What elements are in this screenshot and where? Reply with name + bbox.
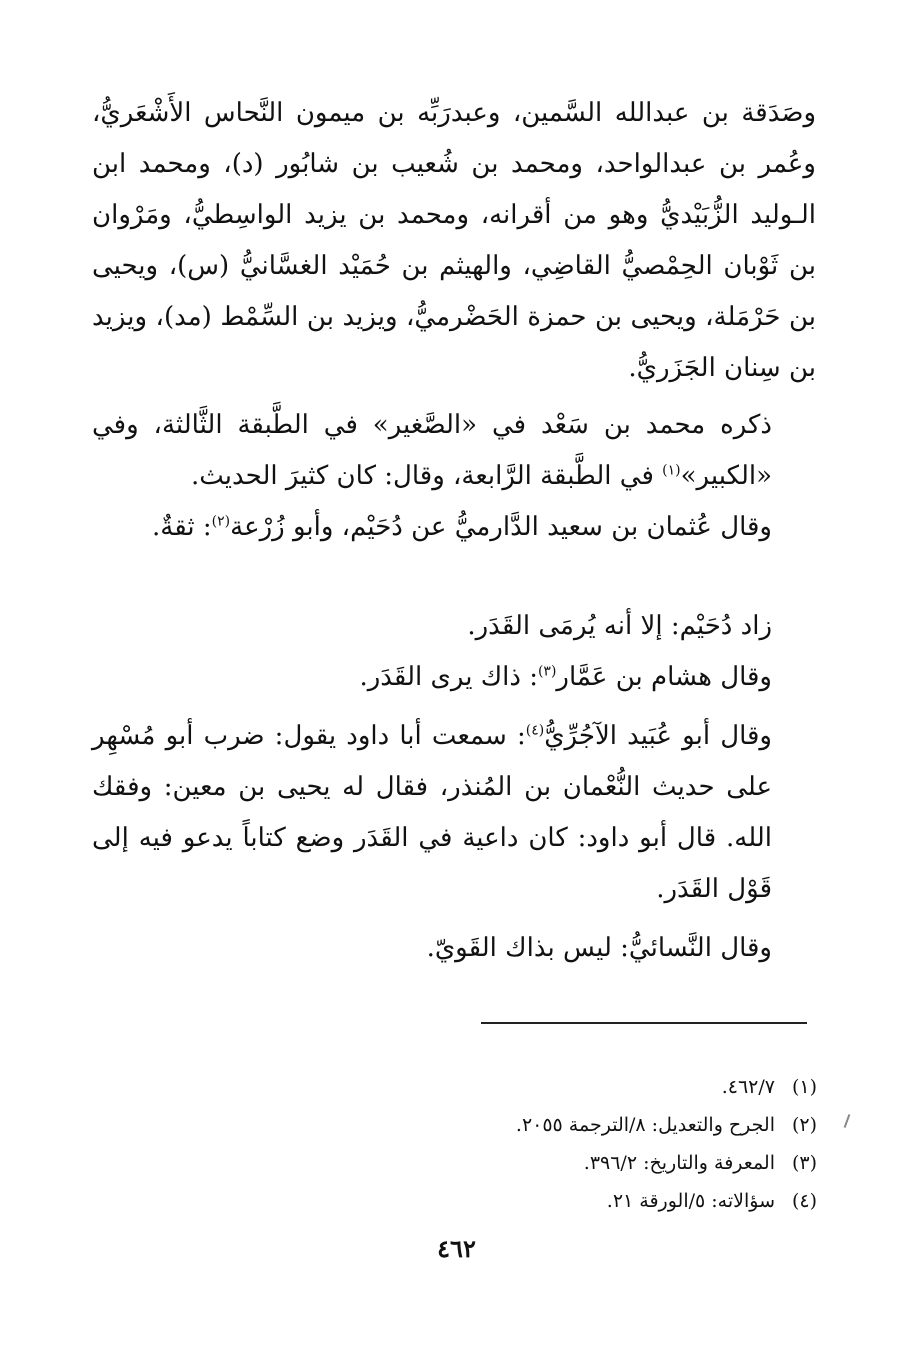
- footnote-4: [117, 1182, 817, 1220]
- hisham-paragraph: [92, 652, 816, 703]
- footnote-text: المعرفة والتاريخ: ٣٩٦/٢.: [583, 1152, 775, 1174]
- footnote-1: [117, 1068, 817, 1106]
- footnote-separator: [481, 1022, 807, 1024]
- duhaym-paragraph: زاد دُحَيْم: إلا أنه يُرمَى القَدَر.: [467, 611, 772, 641]
- scan-speck: [844, 1114, 851, 1128]
- footnote-ref-3[interactable]: (٣): [537, 663, 557, 680]
- footnote-number: (٢): [791, 1114, 817, 1136]
- narrators-paragraph: وصَدَقة بن عبدالله السَّمين، وعبدرَبِّه بن ميمون النَّحاس الأَشْعَريُّ، وعُمر بن عبدالواحد، ومحمد بن شُعيب بن شابُور (د)، ومحمد ابن الـوليد الزُّبَيْديُّ وهو من أقرانه، ومحمد بن يزيد الواسِطيُّ، ومَرْوان بن ثَوْبان الحِمْصيُّ القاضِي، والهيثم بن حُمَيْد الغسَّانيُّ (س)، ويحيى بن حَرْمَلة، ويحيى بن حمزة الحَضْرميُّ، ويزيد بن السِّمْط (مد)، ويزيد بن سِنان الجَزَريُّ.: [92, 98, 816, 383]
- hisham-text-b: : ذاك يرى القَدَر.: [359, 662, 538, 692]
- footnote-ref-4[interactable]: (٤): [525, 722, 545, 739]
- footnote-2: [117, 1106, 817, 1144]
- footnote-number: (١): [791, 1076, 817, 1098]
- ajurri-text-b: : سمعت أبا داود يقول: ضرب أبو مُسْهِر على حديث النُّعْمان بن المُنذر، فقال له يحيى بن معين: وفقك الله. قال أبو داود: كان داعية في القَدَر وضع كتاباً يدعو فيه إلى قَوْل القَدَر.: [92, 721, 772, 904]
- paragraph-gap: [92, 553, 816, 601]
- ajurri-text-a: وقال أبو عُبَيد الآجُرِّيُّ: [544, 721, 772, 751]
- nasai-paragraph: وقال النَّسائيُّ: ليس بذاك القَويّ.: [426, 933, 772, 963]
- footnote-text: سؤالاته: ٥/الورقة ٢١.: [606, 1190, 775, 1212]
- footnote-number: (٤): [791, 1190, 817, 1212]
- footnote-ref-2[interactable]: (٢): [211, 513, 231, 530]
- main-text: [92, 88, 816, 974]
- ibn-sad-text-b: في الطَّبقة الرَّابعة، وقال: كان كثيرَ الحديث.: [191, 461, 663, 491]
- hisham-text-a: وقال هشام بن عَمَّار: [556, 662, 772, 692]
- footnote-3: [117, 1144, 817, 1182]
- ibn-sad-paragraph: [92, 400, 816, 502]
- uthman-text-a: وقال عُثمان بن سعيد الدَّارميُّ عن دُحَيْم، وأبو زُرْعة: [230, 512, 772, 542]
- ajurri-paragraph: [92, 711, 816, 915]
- footnote-number: (٣): [791, 1152, 817, 1174]
- page-number: ٤٦٢: [437, 1234, 476, 1263]
- uthman-paragraph: [92, 502, 816, 553]
- uthman-text-b: : ثقةٌ.: [152, 512, 212, 542]
- footnote-text: الجرح والتعديل: ٨/الترجمة ٢٠٥٥.: [515, 1114, 775, 1136]
- footnotes: [117, 1068, 817, 1220]
- footnote-text: ٤٦٢/٧.: [721, 1076, 775, 1098]
- ibn-sad-text-a: ذكره محمد بن سَعْد في «الصَّغير» في الطَّبقة الثَّالثة، وفي «الكبير»: [92, 410, 772, 491]
- footnote-ref-1[interactable]: (١): [662, 462, 681, 479]
